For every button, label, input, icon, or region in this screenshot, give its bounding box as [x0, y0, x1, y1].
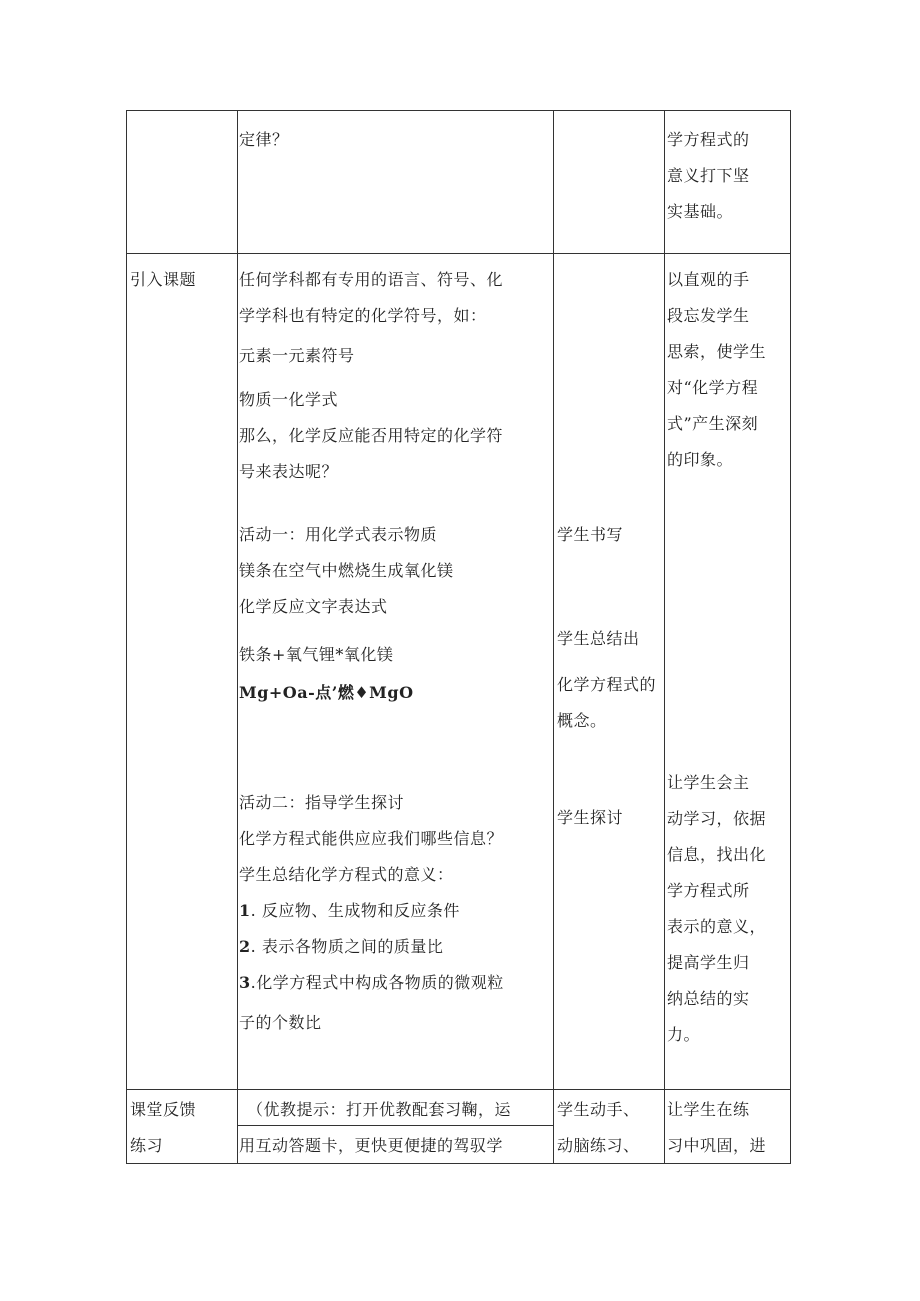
purpose-discuss-line-1: 让学生会主 [667, 773, 750, 792]
meaning-number-2: 2 [239, 937, 251, 956]
purpose-intro-line-2: 段忘发学生 [667, 306, 750, 325]
student-discuss-cell [557, 800, 623, 836]
row3-purpose-cell [667, 1092, 766, 1164]
row-divider-1 [126, 253, 790, 254]
student-summary-line-3: 概念。 [557, 711, 607, 730]
row3-purpose-line-2: 习中巩固，进 [667, 1136, 767, 1155]
row3-stage-line-2: 练习 [130, 1136, 164, 1155]
meaning-number-3: 3 [239, 973, 251, 992]
activity1-line-1: 活动一：用化学式表示物质 [239, 525, 438, 544]
purpose-discuss-line-4: 学方程式所 [667, 881, 750, 900]
purpose-discuss-line-2: 动学习，依据 [667, 809, 767, 828]
row1-purpose-line-1: 学方程式的 [667, 130, 750, 149]
row1-purpose-line-3: 实基础。 [667, 202, 734, 221]
activity1-word-equation: 铁条+氧气锂*氧化镁 [239, 645, 394, 664]
student-discuss: 学生探讨 [557, 808, 624, 827]
activity1-line-2: 镁条在空气中燃烧生成氧化镁 [239, 561, 454, 580]
intro-line-2: 学学科也有特定的化学符号，如： [239, 306, 487, 325]
row3-student-cell [557, 1092, 640, 1164]
purpose-discuss-line-6: 提高学生归 [667, 953, 750, 972]
intro-line-1: 任何学科都有专用的语言、符号、化 [239, 270, 504, 289]
column-divider-2 [553, 110, 554, 1164]
table-top-border [126, 110, 790, 111]
purpose-discuss-line-7: 纳总结的实 [667, 989, 750, 1008]
intro-line-3: 元素一元素符号 [239, 346, 355, 365]
meaning-item-3-cont: 子的个数比 [239, 1013, 322, 1032]
activity1-line-3: 化学反应文字表达式 [239, 597, 388, 616]
student-write: 学生书写 [557, 525, 624, 544]
table-left-border [126, 110, 127, 1164]
row3-content-line-2: 用互动答题卡，更快更便捷的驾驭学 [239, 1136, 504, 1155]
purpose-discuss-cell [667, 765, 766, 1053]
activity2-block [239, 785, 504, 1041]
activity1-chemical-equation: Mg+Oa-点’燃♦MgO [239, 683, 414, 702]
row3-stage-line-1: 课堂反馈 [130, 1100, 197, 1119]
purpose-intro-line-6: 的印象。 [667, 450, 734, 469]
meaning-text-3: .化学方程式中构成各物质的微观粒 [250, 973, 504, 992]
meaning-text-1: . 反应物、生成物和反应条件 [250, 901, 460, 920]
row3-stage-cell [130, 1092, 196, 1164]
intro-line-4: 物质一化学式 [239, 390, 339, 409]
purpose-discuss-line-8: 力。 [667, 1025, 701, 1044]
purpose-discuss-line-3: 信息，找出化 [667, 845, 767, 864]
purpose-intro-line-4: 对“化学方程 [667, 378, 759, 397]
row3-student-line-2: 动脑练习、 [557, 1136, 640, 1155]
student-summary-line-2: 化学方程式的 [557, 675, 657, 694]
column-divider-1 [237, 110, 238, 1164]
table-right-border [790, 110, 791, 1164]
intro-line-6: 号来表达呢？ [239, 462, 339, 481]
row2-stage-label: 引入课题 [130, 270, 197, 289]
row2-intro-block [239, 262, 503, 490]
intro-line-5: 那么，化学反应能否用特定的化学符 [239, 426, 504, 445]
row1-purpose-line-2: 意义打下坚 [667, 166, 750, 185]
row3-content-line-1: （优教提示：打开优教配套习鞠，运 [247, 1100, 512, 1119]
purpose-discuss-line-5: 表示的意义， [667, 917, 767, 936]
activity1-block [239, 517, 454, 711]
student-summary-line-1: 学生总结出 [557, 629, 640, 648]
row1-content-cell [239, 122, 289, 158]
activity2-line-1: 活动二：指导学生探讨 [239, 793, 405, 812]
purpose-intro-line-1: 以直观的手 [667, 270, 750, 289]
purpose-intro-line-5: 式”产生深刻 [667, 414, 759, 433]
row1-content-line: 定律？ [239, 130, 289, 149]
meaning-item-3 [239, 965, 504, 1001]
row3-purpose-line-1: 让学生在练 [667, 1100, 750, 1119]
purpose-intro-line-3: 思索，使学生 [667, 342, 767, 361]
column-divider-3 [664, 110, 665, 1164]
row-divider-2 [126, 1089, 790, 1090]
row1-purpose-cell [667, 122, 750, 230]
activity2-line-3: 学生总结化学方程式的意义： [239, 865, 454, 884]
student-write-cell [557, 517, 623, 553]
activity2-line-2: 化学方程式能供应应我们哪些信息？ [239, 829, 504, 848]
meaning-number-1: 1 [239, 901, 251, 920]
student-summary-cell [557, 621, 656, 739]
purpose-intro-cell [667, 262, 766, 478]
meaning-text-2: . 表示各物质之间的质量比 [250, 937, 444, 956]
row2-stage-cell [130, 262, 196, 298]
row3-student-line-1: 学生动手、 [557, 1100, 640, 1119]
row3-content-cell [239, 1092, 511, 1164]
meaning-item-2 [239, 929, 504, 965]
meaning-item-1 [239, 893, 504, 929]
